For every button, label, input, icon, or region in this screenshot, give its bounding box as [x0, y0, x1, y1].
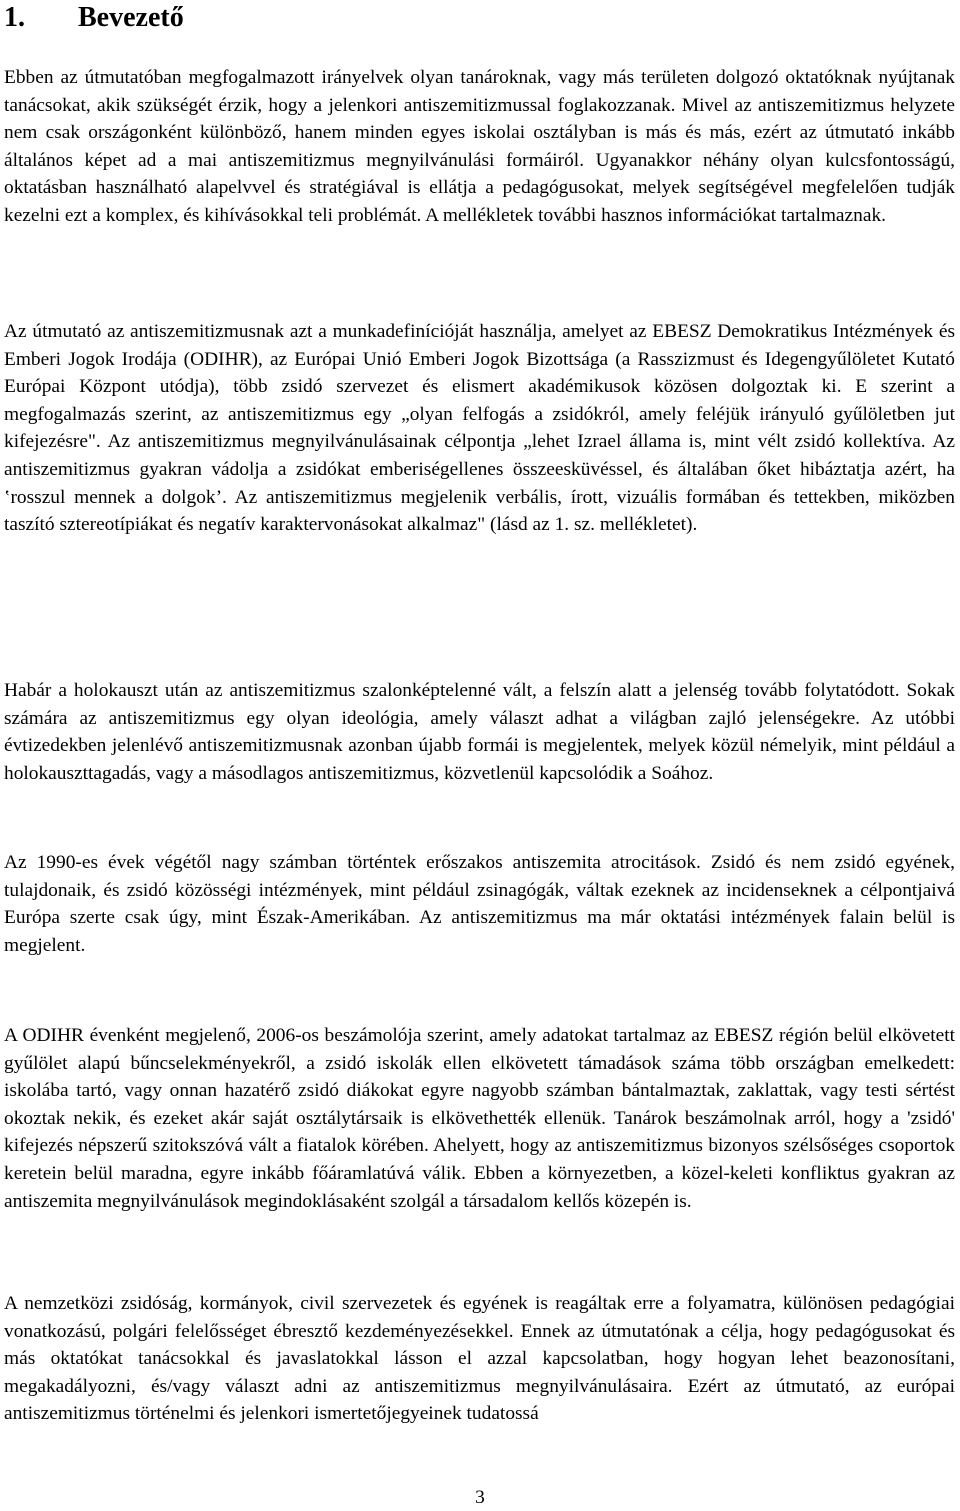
- paragraph-atrocities: Az 1990-es évek végétől nagy számban történtek erőszakos antiszemita atrocitások. Zsidó és nem zsidó egyének, tulajdonaik, és zsidó közösségi intézmények, mint például zsinagógák, váltak ezeknek az incidenseknek a célpontjaivá Európa szerte csak úgy, mint Észak-Amerikában. Az antiszemitizmus ma már oktatási intézmények falain belül is megjelent.: [4, 852, 955, 956]
- section-heading: [4, 0, 184, 36]
- page-number: 3: [475, 1487, 485, 1508]
- section-title: Bevezető: [78, 2, 184, 33]
- paragraph-definition: Az útmutató az antiszemitizmusnak azt a munkadefinícióját használja, amelyet az EBESZ Demokratikus Intézmények és Emberi Jogok Irodája (ODIHR), az Európai Unió Emberi Jogok Bizottsága (a Rasszizmust és Idegengyűlöletet Kutató Európai Központ utódja), több zsidó szervezet és elismert akadémikusok közösen dolgoztak ki. E szerint a megfogalmazás szerint, az antiszemitizmus egy „olyan felfogás a zsidókról, amely feléjük irányuló gyűlöletben jut kifejezésre". Az antiszemitizmus megnyilvánulásainak célpontja „lehet Izrael állama is, mint vélt zsidó kollektíva. Az antiszemitizmus gyakran vádolja a zsidókat emberiségellenes összeesküvéssel, és általában őket hibáztatja azért, ha ‛rosszul mennek a dolgok’. Az antiszemitizmus megjelenik verbális, írott, vizuális formában és tettekben, miközben taszító sztereotípiákat és negatív karaktervonásokat alkalmaz" (lásd az 1. sz. mellékletet).: [4, 321, 955, 536]
- paragraph-response: A nemzetközi zsidóság, kormányok, civil szervezetek és egyének is reagáltak erre a folyamatra, különösen pedagógiai vonatkozású, polgári felelősséget ébresztő kezdeményezésekkel. Ennek az útmutatónak a célja, hogy pedagógusokat és más oktatókat tanácsokkal és javaslatokkal lásson el azzal kapcsolatban, hogy hogyan lehet beazonosítani, megakadályozni, és/vagy választ adni az antiszemitizmus megnyilvánulásaira. Ezért az útmutató, az európai antiszemitizmus történelmi és jelenkori ismertetőjegyeinek tudatossá: [4, 1293, 955, 1425]
- section-number: 1.: [4, 2, 25, 33]
- paragraph-odihr-report: A ODIHR évenként megjelenő, 2006-os beszámolója szerint, amely adatokat tartalmaz az EBESZ régión belül elkövetett gyűlölet alapú bűncselekményekről, a zsidó iskolák ellen elkövetett támadások száma több országban emelkedett: iskolába tartó, vagy onnan hazatérő zsidó diákokat egyre nagyobb számban bántalmaztak, zaklattak, vagy testi sértést okoztak nekik, és ezeket akár saját osztálytársaik is elkövethették ellenük. Tanárok beszámolnak arról, hogy a 'zsidó' kifejezés népszerű szitokszóvá vált a fiatalok körében. Ahelyett, hogy az antiszemitizmus bizonyos szélsőséges csoportok keretein belül maradna, egyre inkább főáramlatúvá válik. Ebben a környezetben, a közel-keleti konfliktus gyakran az antiszemita megnyilvánulások megindoklásaként szolgál a társadalom kellős közepén is.: [4, 1025, 955, 1212]
- paragraph-intro: Ebben az útmutatóban megfogalmazott irányelvek olyan tanároknak, vagy más területen dolgozó oktatóknak nyújtanak tanácsokat, akik szükségét érzik, hogy a jelenkori antiszemitizmussal foglakozzanak. Mivel az antiszemitizmus helyzete nem csak országonként különböző, hanem minden egyes iskolai osztályban is más és más, ezért az útmutató inkább általános képet ad a mai antiszemitizmus megnyilvánulási formáiról. Ugyanakkor néhány olyan kulcsfontosságú, oktatásban használható alapelvvel és stratégiával is ellátja a pedagógusokat, melyek segítségével megfelelően tudják kezelni ezt a komplex, és kihívásokkal teli problémát. A mellékletek további hasznos információkat tartalmaznak.: [4, 67, 955, 226]
- paragraph-holocaust: Habár a holokauszt után az antiszemitizmus szalonképtelenné vált, a felszín alatt a jelenség tovább folytatódott. Sokak számára az antiszemitizmus egy olyan ideológia, amely választ adhat a világban zajló jelenségekre. Az utóbbi évtizedekben jelenlévő antiszemitizmusnak azonban újabb formái is megjelentek, melyek közül némelyik, mint például a holokauszttagadás, vagy a másodlagos antiszemitizmus, közvetlenül kapcsolódik a Soához.: [4, 680, 955, 784]
